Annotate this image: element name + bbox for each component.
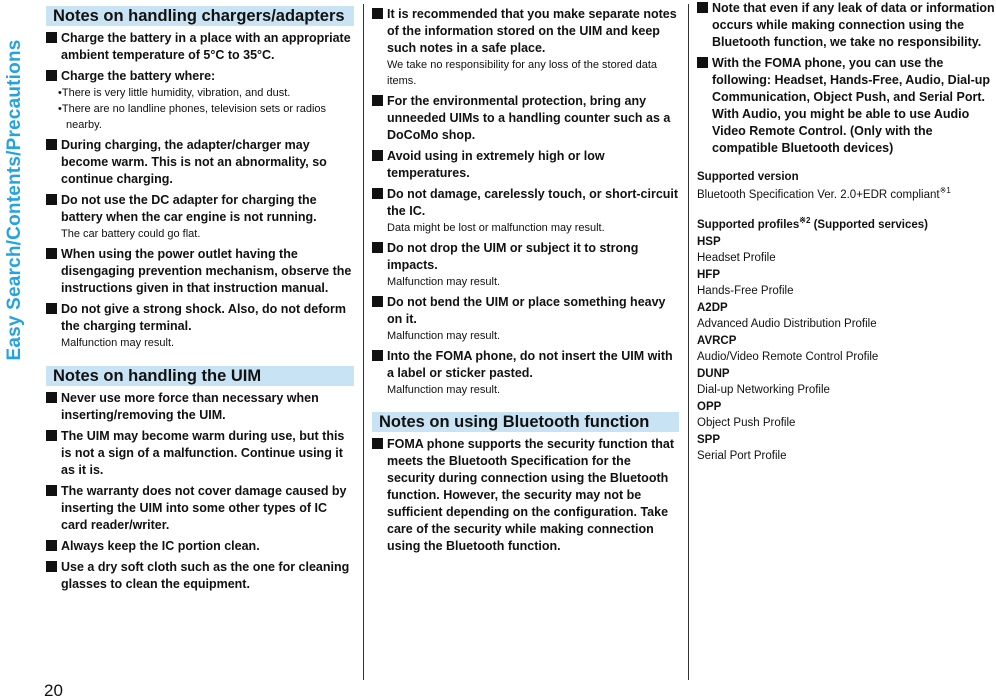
profile-abbr: AVRCP: [697, 335, 737, 347]
item-note: Data might be lost or malfunction may result.: [387, 222, 605, 234]
sidebar-title: Easy Search/Contents/Precautions: [4, 39, 25, 361]
square-bullet-icon: [372, 350, 383, 361]
column-divider-1: [363, 4, 364, 680]
list-item: Do not drop the UIM or subject it to strong impacts. Malfunction may result.: [372, 240, 679, 290]
item-note: Malfunction may result.: [387, 384, 501, 396]
profile-abbr: SPP: [697, 434, 721, 446]
list-item: Note that even if any leak of data or information occurs while making connection using the Bluetooth function, we take no responsibility.: [697, 0, 996, 51]
footnote-mark: ※2: [799, 216, 811, 226]
square-bullet-icon: [46, 540, 57, 551]
profile-name: Audio/Video Remote Control Profile: [697, 351, 879, 363]
square-bullet-icon: [372, 95, 383, 106]
list-item: Use a dry soft cloth such as the one for cleaning glasses to clean the equipment.: [46, 559, 354, 593]
square-bullet-icon: [372, 296, 383, 307]
column-1: [46, 6, 354, 597]
square-bullet-icon: [372, 150, 383, 161]
square-bullet-icon: [46, 485, 57, 496]
square-bullet-icon: [697, 2, 708, 13]
profile-name: Advanced Audio Distribution Profile: [697, 318, 877, 330]
supported-version-text: Bluetooth Specification Ver. 2.0+EDR compliant$^{※1}$: [697, 186, 951, 201]
square-bullet-icon: [46, 561, 57, 572]
list-item: During charging, the adapter/charger may become warm. This is not an abnormality, so continue charging.: [46, 137, 354, 188]
square-bullet-icon: [372, 242, 383, 253]
item-note: The car battery could go flat.: [61, 228, 201, 240]
section-heading-bluetooth: Notes on using Bluetooth function: [372, 412, 679, 432]
list-item: Do not bend the UIM or place something heavy on it. Malfunction may result.: [372, 294, 679, 344]
profile-abbr: DUNP: [697, 368, 730, 380]
footnote-mark: ※1: [939, 186, 951, 196]
item-note: Malfunction may result.: [387, 330, 501, 342]
list-item: Avoid using in extremely high or low temperatures.: [372, 148, 679, 182]
item-note: We take no responsibility for any loss of the stored data items.: [387, 59, 658, 87]
square-bullet-icon: [46, 70, 57, 81]
list-item: Charge the battery where: •There is very little humidity, vibration, and dust. •There are no landline phones, television sets or radios nearby.: [46, 68, 354, 133]
profile-name: Object Push Profile: [697, 417, 796, 429]
square-bullet-icon: [372, 438, 383, 449]
supported-profiles-label: Supported profiles$^{※2}$ (Supported services): [697, 216, 928, 231]
square-bullet-icon: [46, 139, 57, 150]
column-3: [697, 0, 996, 464]
square-bullet-icon: [697, 57, 708, 68]
list-item: For the environmental protection, bring any unneeded UIMs to a handling counter such as a DoCoMo shop.: [372, 93, 679, 144]
section-heading-chargers: Notes on handling chargers/adapters: [46, 6, 354, 26]
sidebar: [0, 0, 30, 700]
profile-name: Dial-up Networking Profile: [697, 384, 830, 396]
bullet-point: •There are no landline phones, television sets or radios nearby.: [58, 103, 327, 131]
list-item: The UIM may become warm during use, but this is not a sign of a malfunction. Continue using it as it is.: [46, 428, 354, 479]
list-item: Do not use the DC adapter for charging the battery when the car engine is not running. The car battery could go flat.: [46, 192, 354, 242]
profile-abbr: HSP: [697, 236, 721, 248]
profile-abbr: A2DP: [697, 302, 728, 314]
square-bullet-icon: [46, 392, 57, 403]
square-bullet-icon: [46, 430, 57, 441]
square-bullet-icon: [372, 8, 383, 19]
profile-name: Hands-Free Profile: [697, 285, 794, 297]
item-note: Malfunction may result.: [387, 276, 501, 288]
bullet-point: •There is very little humidity, vibration, and dust.: [58, 87, 291, 99]
square-bullet-icon: [46, 32, 57, 43]
square-bullet-icon: [46, 194, 57, 205]
profile-name: Serial Port Profile: [697, 450, 787, 462]
column-2: [372, 6, 679, 559]
section-heading-uim: Notes on handling the UIM: [46, 366, 354, 386]
supported-version-label: Supported version: [697, 171, 799, 183]
list-item: Never use more force than necessary when inserting/removing the UIM.: [46, 390, 354, 424]
list-item: With the FOMA phone, you can use the following: Headset, Hands-Free, Audio, Dial-up Communication, Object Push, and Serial Port. With Audio, you might be able to use Audio Video Remote Control. (Only with the compatible Bluetooth devices): [697, 55, 996, 157]
list-item: When using the power outlet having the disengaging prevention mechanism, observe the instructions given in that instruction manual.: [46, 246, 354, 297]
list-item: Always keep the IC portion clean.: [46, 538, 354, 555]
profile-abbr: HFP: [697, 269, 720, 281]
list-item: The warranty does not cover damage caused by inserting the UIM into some other types of IC card reader/writer.: [46, 483, 354, 534]
list-item: FOMA phone supports the security function that meets the Bluetooth Specification for the security during connection using the Bluetooth function. However, the security may not be sufficient depending on the configuration. Take care of the security while making connection using the Bluetooth function.: [372, 436, 679, 555]
square-bullet-icon: [372, 188, 383, 199]
square-bullet-icon: [46, 248, 57, 259]
list-item: Do not damage, carelessly touch, or short-circuit the IC. Data might be lost or malfunction may result.: [372, 186, 679, 236]
page-number: 20: [44, 681, 63, 700]
square-bullet-icon: [46, 303, 57, 314]
item-note: Malfunction may result.: [61, 337, 175, 349]
profile-abbr: OPP: [697, 401, 722, 413]
profile-name: Headset Profile: [697, 252, 776, 264]
list-item: Into the FOMA phone, do not insert the UIM with a label or sticker pasted. Malfunction may result.: [372, 348, 679, 398]
list-item: It is recommended that you make separate notes of the information stored on the UIM and keep such notes in a safe place. We take no responsibility for any loss of the stored data items.: [372, 6, 679, 89]
list-item: Charge the battery in a place with an appropriate ambient temperature of 5°C to 35°C.: [46, 30, 354, 64]
column-divider-2: [688, 4, 689, 680]
list-item: Do not give a strong shock. Also, do not deform the charging terminal. Malfunction may result.: [46, 301, 354, 351]
